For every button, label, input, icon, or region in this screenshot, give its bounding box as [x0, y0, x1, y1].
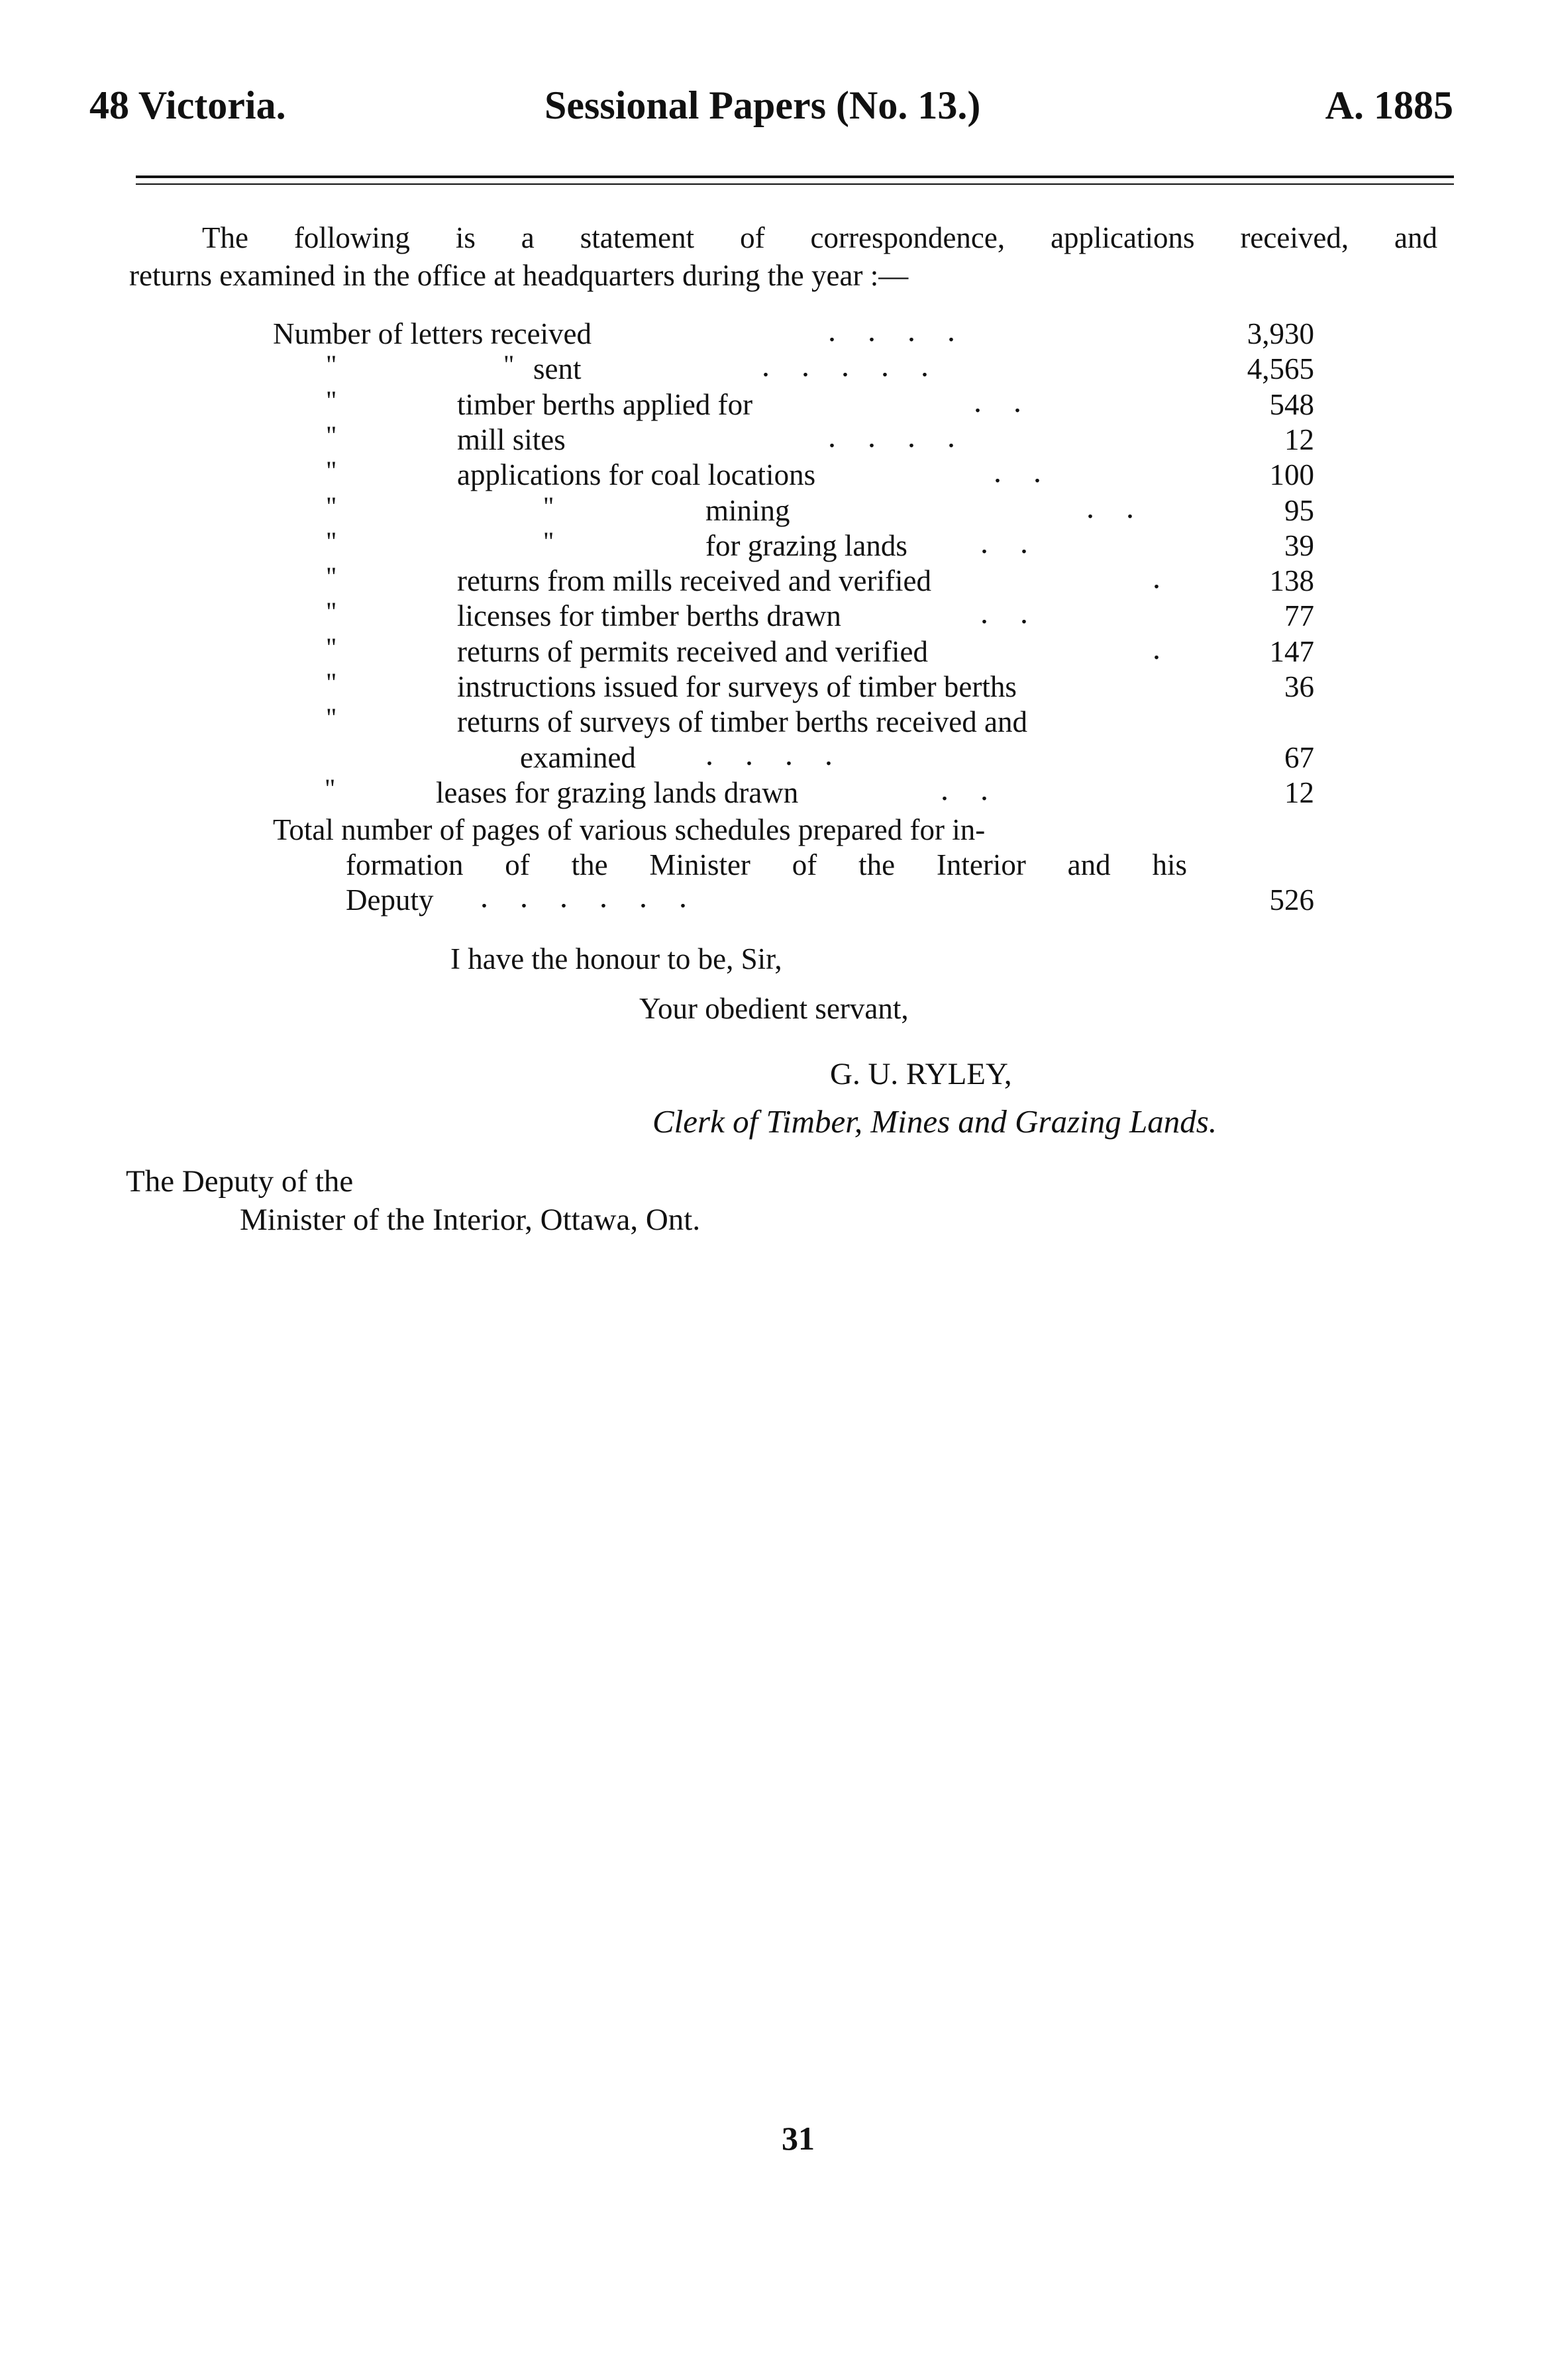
statement-row-label: returns of permits received and verified — [457, 635, 928, 668]
ditto-mark: " — [326, 526, 337, 556]
dot-leader: .. — [941, 772, 1020, 807]
statement-row-label: applications for coal locations — [457, 458, 816, 491]
statement-row-label: licenses for timber berths drawn — [457, 599, 841, 632]
dot-leader: .. — [1086, 490, 1166, 525]
signatory-title: Clerk of Timber, Mines and Grazing Lands. — [652, 1103, 1217, 1140]
signatory-name: G. U. RYLEY, — [830, 1057, 1012, 1091]
dot-leader: ..... — [762, 348, 960, 383]
header-title: Sessional Papers (No. 13.) — [544, 83, 981, 127]
header-rule-thin — [136, 183, 1454, 185]
dot-leader: . — [1153, 631, 1192, 666]
statement-row-label: sent — [533, 352, 582, 385]
statement-row-value: 39 — [1284, 529, 1314, 562]
dot-leader: .. — [980, 525, 1060, 560]
statement-row-label: instructions issued for surveys of timber berths — [457, 670, 1017, 703]
ditto-mark: " — [326, 668, 337, 697]
total-line-3: Deputy — [346, 883, 434, 917]
statement-row-value: 3,930 — [1247, 317, 1314, 350]
intro-line-1: The following is a statement of correspondence, applications received, and — [202, 221, 1437, 254]
statement-row-value: 77 — [1284, 599, 1314, 632]
ditto-mark: " — [326, 385, 337, 415]
statement-row-label: Number of letters received — [273, 317, 592, 350]
closing-line-2: Your obedient servant, — [639, 992, 909, 1025]
ditto-mark: " — [503, 350, 515, 379]
statement-row-label: timber berths applied for — [457, 388, 753, 421]
ditto-mark: " — [325, 773, 336, 803]
statement-row-value: 4,565 — [1247, 352, 1314, 385]
total-line-1: Total number of pages of various schedules prepared for in- — [273, 813, 986, 846]
total-value: 526 — [1269, 883, 1314, 917]
page-number: 31 — [782, 2120, 815, 2157]
dot-leader: .... — [828, 313, 987, 348]
dot-leader: . — [1153, 560, 1192, 595]
statement-row-label: examined — [520, 741, 636, 774]
dot-leader: .... — [705, 737, 864, 772]
statement-row-value: 147 — [1269, 635, 1314, 668]
dot-leader: .. — [994, 454, 1073, 489]
closing-line-1: I have the honour to be, Sir, — [450, 942, 782, 975]
ditto-mark: " — [326, 421, 337, 450]
ditto-mark: " — [543, 526, 554, 556]
addressee-line-2: Minister of the Interior, Ottawa, Ont. — [240, 1203, 701, 1237]
statement-row-label: returns from mills received and verified — [457, 564, 931, 597]
statement-row-label: returns of surveys of timber berths received and — [457, 705, 1027, 738]
ditto-mark: " — [326, 562, 337, 591]
statement-row-value: 548 — [1269, 388, 1314, 421]
statement-row-label: mill sites — [457, 423, 566, 456]
statement-row-value: 12 — [1284, 423, 1314, 456]
header-session: 48 Victoria. — [89, 83, 286, 127]
intro-line-2: returns examined in the office at headquarters during the year :— — [129, 259, 909, 292]
statement-row-value: 12 — [1284, 776, 1314, 809]
total-line-2: formation of the Minister of the Interior and his — [346, 848, 1187, 881]
statement-row-value: 95 — [1284, 494, 1314, 527]
dot-leader: .... — [828, 419, 987, 454]
ditto-mark: " — [543, 491, 554, 521]
statement-row-label: for grazing lands — [705, 529, 907, 562]
ditto-mark: " — [326, 350, 337, 379]
header-year: A. 1885 — [1325, 83, 1453, 127]
ditto-mark: " — [326, 597, 337, 626]
statement-row-value: 100 — [1269, 458, 1314, 491]
statement-row-label: mining — [705, 494, 790, 527]
statement-row-value: 67 — [1284, 741, 1314, 774]
statement-row-value: 138 — [1269, 564, 1314, 597]
ditto-mark: " — [326, 632, 337, 662]
addressee-line-1: The Deputy of the — [126, 1164, 354, 1199]
statement-row-value: 36 — [1284, 670, 1314, 703]
ditto-mark: " — [326, 703, 337, 732]
header-rule — [136, 175, 1454, 178]
dot-leader: .. — [974, 384, 1053, 419]
ditto-mark: " — [326, 491, 337, 521]
dot-leader: .. — [980, 595, 1060, 630]
statement-row-label: leases for grazing lands drawn — [436, 776, 799, 809]
ditto-mark: " — [326, 456, 337, 485]
total-leader: ...... — [480, 879, 719, 915]
